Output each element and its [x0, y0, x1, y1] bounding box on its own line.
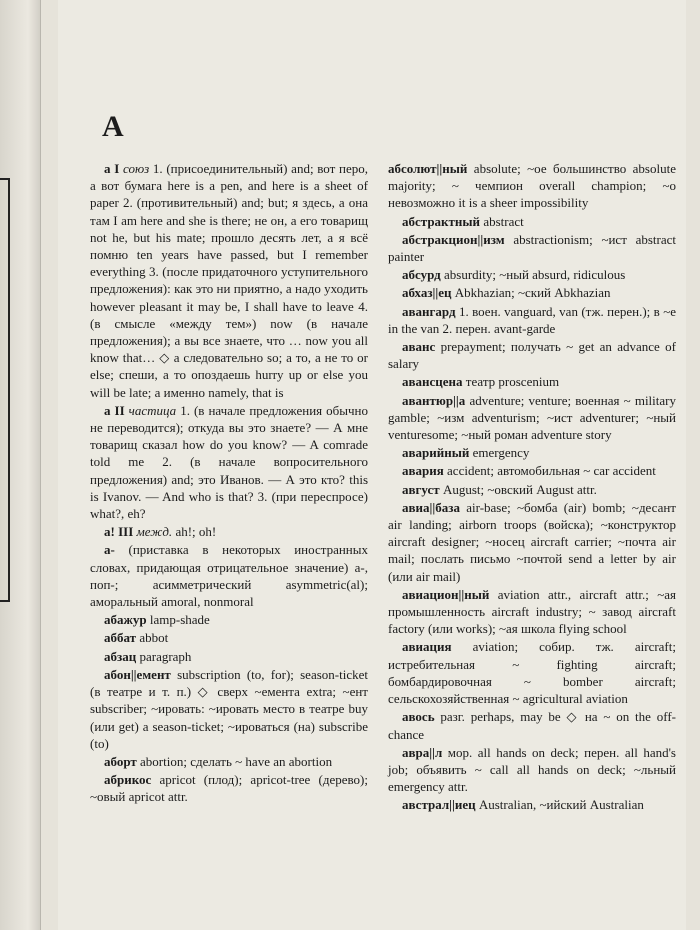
entry-definition: ah!; oh!: [172, 524, 217, 540]
dictionary-entry: [90, 666, 368, 752]
entry-headword: абажур: [104, 612, 147, 628]
entry-definition: prepayment; получать ~ get an advance of salary: [388, 339, 676, 372]
entry-headword: австрал||иец: [402, 797, 476, 813]
dictionary-entry: [388, 586, 676, 638]
left-column: [90, 160, 368, 807]
entry-definition: театр proscenium: [462, 374, 560, 390]
dictionary-entry: [388, 744, 676, 796]
entry-definition: abstractionism; ~ист abstract painter: [388, 231, 676, 265]
dictionary-entry: [388, 338, 676, 372]
entry-definition: abortion; сделать ~ have an abortion: [136, 753, 333, 769]
dictionary-entry: [388, 638, 676, 707]
entry-headword: абстрактный: [402, 213, 481, 229]
entry-definition: subscription (to, for); season-ticket (в театре и т. п.) ◇ сверх ~емента extra; ~ент subscriber; ~ировать: ~ировать место в театре buy (или get) a season-ticket; ~ироваться (на) subscribe (to): [90, 666, 368, 751]
entry-definition: (приставка в некоторых иностранных словах, придающая отрицательное значение) а-, поп-; асимметрический asymmetric(al); аморальный amoral, nonmoral: [90, 542, 368, 610]
entry-headword: аборт: [104, 753, 137, 769]
previous-page-edge: [0, 0, 41, 930]
dictionary-entry: [90, 402, 368, 522]
entry-headword: август: [402, 481, 440, 497]
entry-headword: авиацион||ный: [402, 586, 490, 602]
dictionary-entry: [388, 231, 676, 265]
entry-headword: абрикос: [104, 772, 152, 788]
dictionary-entry: [388, 213, 676, 230]
entry-definition: August; ~овский August attr.: [439, 481, 597, 497]
dictionary-entry: [90, 771, 368, 805]
entry-grammar-label: союз: [123, 161, 150, 176]
entry-headword: авантюр||а: [402, 392, 466, 408]
dictionary-entry: [388, 266, 676, 283]
dictionary-entry: [388, 796, 676, 813]
entry-definition: aviation; собир. тж. aircraft; истребительная ~ fighting aircraft; бомбардировочная ~ bomber aircraft; сельскохозяйственная ~ agricultural aviation: [388, 639, 676, 707]
entry-definition: air-base; ~бомба (air) bomb; ~десант air landing; airborn troops (войска); ~конструктор aircraft designer; ~носец aircraft carrier; ~почта air mail; послать письмо ~почтой send a letter by air (или air mail): [388, 499, 676, 584]
entry-headword: абсолют||ный: [388, 161, 468, 176]
entry-definition: adventure; venture; военная ~ military gamble; ~изм adventurism; ~ист adventurer; ~ный venturesome; ~ный роман adventure story: [388, 392, 676, 443]
entry-definition: aviation attr., aircraft attr.; ~ая промышленность aircraft industry; ~ завод aircraft factory (или works); ~ая школа flying school: [388, 586, 676, 637]
dictionary-entry: [388, 462, 676, 479]
page-edge-mark: [0, 178, 10, 602]
entry-headword: абстракцион||изм: [402, 231, 505, 247]
entry-headword: авра||л: [402, 744, 443, 760]
entry-definition: absurdity; ~ный absurd, ridiculous: [440, 267, 626, 283]
dictionary-entry: [90, 160, 368, 401]
entry-definition: abstract: [480, 213, 524, 229]
entry-definition: мор. all hands on deck; перен. all hand's job; объявить ~ call all hands on deck; ~льный emergency attr.: [388, 744, 676, 795]
dictionary-entry: [388, 160, 676, 212]
section-letter: А: [102, 110, 124, 143]
entry-headword: авиа||база: [402, 499, 460, 515]
entry-headword: авиация: [402, 639, 452, 655]
entry-definition: emergency: [469, 445, 530, 461]
dictionary-entry: [90, 541, 368, 610]
entry-headword: авангард: [402, 303, 456, 319]
entry-headword: авось: [402, 709, 435, 725]
entry-headword: абзац: [104, 648, 137, 664]
entry-headword: абон||емент: [104, 666, 171, 682]
entry-headword: аварийный: [402, 445, 470, 461]
dictionary-page: [58, 0, 686, 930]
entry-definition: abbot: [136, 630, 169, 646]
dictionary-entry: [90, 629, 368, 646]
dictionary-entry: [90, 611, 368, 628]
entry-definition: 1. (в начале предложения обычно не переводится); откуда вы это знаете? — А мне товарищ сказал how do you know? — A comrade told me 2. (в начале вопросительного предложения) and; это Иванов. — А это кто? this is Ivanov. — And who is that? 3. (при переспросе) what?, eh?: [90, 402, 368, 522]
right-column: [388, 160, 676, 815]
entry-definition: Abkhazian; ~ский Abkhazian: [451, 285, 611, 301]
dictionary-entry: [388, 499, 676, 585]
dictionary-entry: [90, 753, 368, 770]
dictionary-entry: [388, 284, 676, 301]
dictionary-entry: [388, 444, 676, 461]
entry-definition: paragraph: [136, 648, 192, 664]
entry-definition: Australian, ~ийский Australian: [475, 797, 644, 813]
dictionary-entry: [388, 392, 676, 444]
entry-definition: apricot (плод); apricot-tree (дерево); ~овый apricot attr.: [90, 772, 368, 805]
dictionary-entry: [388, 481, 676, 498]
entry-definition: 1. (присоединительный) and; вот перо, а вот бумага here is a pen, and here is a sheet of paper 2. (противительный) and; but; я здесь, а она там I am here and she is there; не он, а его товарищ not he, but his mate; прошло десять лет, а я всё помню ten years have passed, but I remember everything 3. (после придаточного уступительного предложения): как это ни приятно, а надо уходить however pleasant it may be, I shall have to leave 4. (в смысле «между тем») now (в начале предложения); а вы все знаете, что … now you all know that… ◇ а следовательно so; а то, а не то or else; спеши, а то опоздаешь hurry up or else you will be late; а именно namely, that is: [90, 161, 369, 400]
entry-headword: аванс: [402, 339, 436, 355]
entry-headword: авария: [402, 463, 444, 479]
dictionary-entry: [90, 648, 368, 665]
entry-headword: авансцена: [402, 374, 463, 390]
entry-headword: а II: [104, 402, 125, 418]
entry-grammar-label: межд.: [136, 524, 173, 540]
entry-headword: абсурд: [402, 267, 441, 283]
dictionary-entry: [90, 523, 368, 540]
entry-headword: а-: [104, 542, 115, 558]
entry-headword: абхаз||ец: [402, 285, 452, 301]
dictionary-entry: [388, 708, 676, 742]
entry-definition: разг. perhaps, may be ◇ на ~ on the off-chance: [388, 709, 676, 742]
entry-grammar-label: частица: [128, 402, 177, 418]
dictionary-entry: [388, 303, 676, 337]
entry-headword: а! III: [104, 524, 134, 540]
dictionary-entry: [388, 373, 676, 390]
entry-headword: а I: [104, 161, 120, 176]
entry-definition: lamp-shade: [146, 612, 210, 628]
entry-definition: absolute; ~ое большинство absolute majority; ~ чемпион overall champion; ~о невозможно it is a sheer impossibility: [388, 161, 676, 211]
entry-headword: аббат: [104, 630, 137, 646]
entry-definition: 1. воен. vanguard, van (тж. перен.); в ~е in the van 2. перен. avant-garde: [388, 303, 676, 336]
entry-definition: accident; автомобильная ~ car accident: [443, 463, 656, 479]
